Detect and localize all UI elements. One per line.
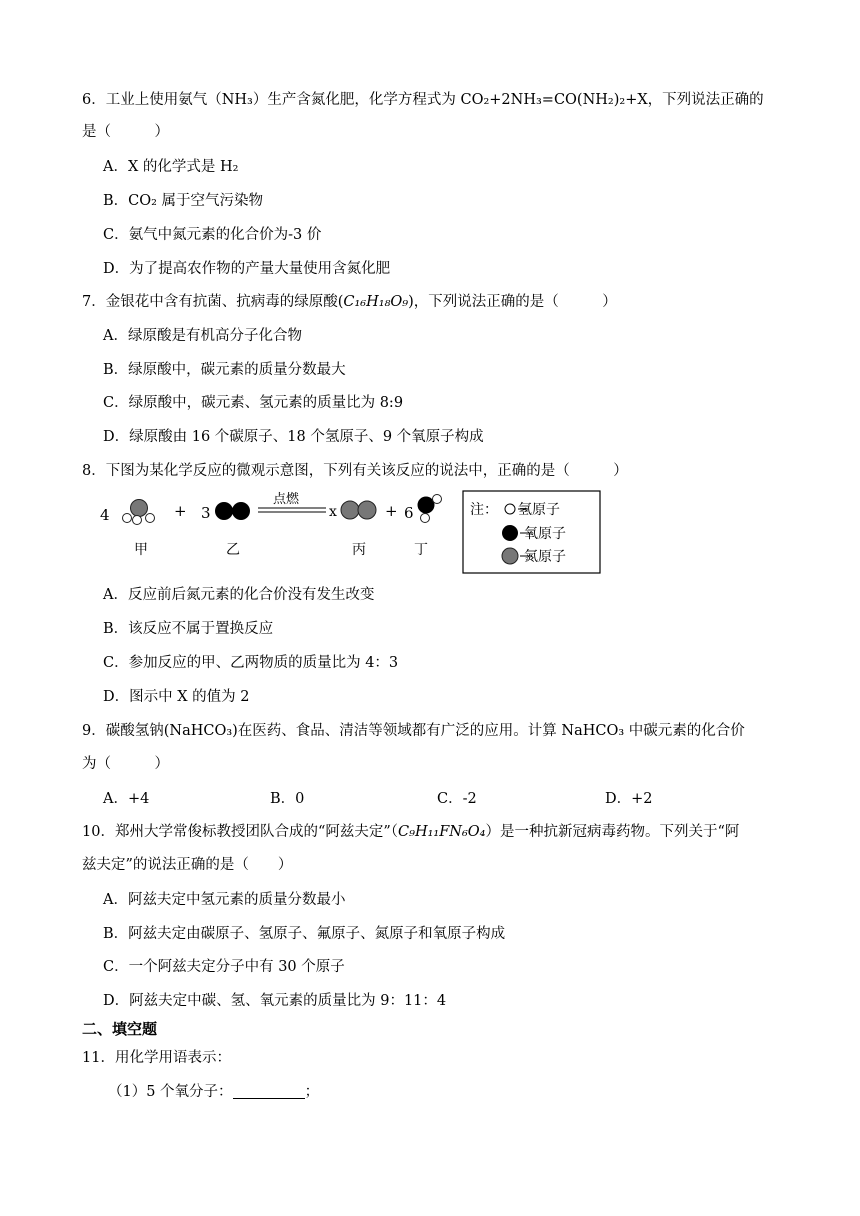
q8-option-b: B．该反应不属于置换反应 xyxy=(103,621,274,637)
legend xyxy=(463,491,600,573)
q10-option-a: A．阿兹夫定中氢元素的质量分数最小 xyxy=(103,892,346,908)
coef-x: x xyxy=(329,504,337,520)
q7-stem-suffix: )，下列说法正确的是（ ） xyxy=(408,294,617,310)
q9-option-b: B．0 xyxy=(270,791,305,807)
q10-stem-prefix: 10．郑州大学常俊标教授团队合成的“阿兹夫定”（ xyxy=(82,824,399,840)
q8-stem: 8．下图为某化学反应的微观示意图，下列有关该反应的说法中，正确的是（ ） xyxy=(82,463,628,479)
coef-jia: 4 xyxy=(100,506,110,524)
molecule-ding xyxy=(418,495,442,523)
reaction-condition: 点燃 xyxy=(273,492,300,507)
coef-ding: 6 xyxy=(404,504,414,522)
legend-hydrogen: 氢原子 xyxy=(518,502,560,518)
q10-formula: C₉H₁₁FN₆O₄ xyxy=(398,824,486,840)
plus-2: + xyxy=(385,502,398,520)
q8-option-a: A．反应前后氮元素的化合价没有发生改变 xyxy=(103,587,375,603)
q10-stem-line2: 兹夫定”的说法正确的是（ ） xyxy=(82,857,293,873)
q6-option-c: C．氨气中氮元素的化合价为-3 价 xyxy=(103,227,322,243)
q6-stem-line1: 6．工业上使用氨气（NH₃）生产含氮化肥，化学方程式为 CO₂+2NH₃=CO(NH₂)₂+X，下列说法正确的 xyxy=(82,92,764,108)
q6-stem-line2: 是（ ） xyxy=(82,124,169,140)
label-ding: 丁 xyxy=(414,542,428,558)
legend-nitrogen: 氮原子 xyxy=(524,549,566,565)
q8-option-d: D．图示中 X 的值为 2 xyxy=(103,689,250,705)
q11-sub1 xyxy=(108,1082,319,1102)
q11-sub1-label: （1）5 个氧分子： xyxy=(108,1084,233,1100)
q10-stem-suffix: ）是一种抗新冠病毒药物。下列关于“阿 xyxy=(485,824,740,840)
q9-stem-line2: 为（ ） xyxy=(82,756,169,772)
label-jia: 甲 xyxy=(134,542,148,558)
q9-stem-line1: 9．碳酸氢钠(NaHCO₃)在医药、食品、清洁等领域都有广泛的应用。计算 NaHCO₃ 中碳元素的化合价 xyxy=(82,723,745,739)
label-bing: 丙 xyxy=(352,542,366,558)
q10-option-c: C．一个阿兹夫定分子中有 30 个原子 xyxy=(103,959,345,975)
legend-oxygen-icon xyxy=(502,525,518,541)
q7-formula: C₁₆H₁₈O₉ xyxy=(343,294,409,310)
q6-option-d: D．为了提高农作物的产量大量使用含氮化肥 xyxy=(103,261,391,277)
molecule-yi xyxy=(215,502,250,520)
label-yi: 乙 xyxy=(226,542,240,558)
coef-yi: 3 xyxy=(201,504,211,522)
answer-blank[interactable] xyxy=(233,1082,305,1099)
section-heading-fill-in: 二、填空题 xyxy=(82,1020,158,1038)
legend-oxygen: 氧原子 xyxy=(524,526,566,542)
q6-option-b: B．CO₂ 属于空气污染物 xyxy=(103,193,264,209)
q7-option-a: A．绿原酸是有机高分子化合物 xyxy=(103,328,302,344)
legend-nitrogen-icon xyxy=(502,548,518,564)
q11-stem: 11．用化学用语表示： xyxy=(82,1050,231,1066)
q7-option-b: B．绿原酸中，碳元素的质量分数最大 xyxy=(103,362,346,378)
molecule-bing xyxy=(341,501,376,519)
legend-hydrogen-icon xyxy=(505,504,515,514)
q6-option-a: A．X 的化学式是 H₂ xyxy=(103,159,239,175)
q8-option-c: C．参加反应的甲、乙两物质的质量比为 4：3 xyxy=(103,655,399,671)
reaction-diagram xyxy=(100,490,610,580)
q9-option-a: A．+4 xyxy=(103,791,150,807)
q11-sub1-suffix: ； xyxy=(304,1084,320,1100)
q9-option-d: D．+2 xyxy=(605,791,653,807)
legend-title: 注： xyxy=(470,502,498,518)
q10-option-d: D．阿兹夫定中碳、氢、氧元素的质量比为 9：11：4 xyxy=(103,993,447,1009)
q10-option-b: B．阿兹夫定由碳原子、氢原子、氟原子、氮原子和氧原子构成 xyxy=(103,926,506,942)
q7-stem xyxy=(82,292,617,312)
q7-option-d: D．绿原酸由 16 个碳原子、18 个氢原子、9 个氧原子构成 xyxy=(103,429,484,445)
q7-option-c: C．绿原酸中，碳元素、氢元素的质量比为 8:9 xyxy=(103,395,404,411)
plus-1: + xyxy=(174,502,187,520)
q9-option-c: C．-2 xyxy=(437,791,477,807)
q7-stem-prefix: 7．金银花中含有抗菌、抗病毒的绿原酸( xyxy=(82,294,344,310)
q10-stem xyxy=(82,822,739,842)
molecule-jia xyxy=(123,500,155,525)
